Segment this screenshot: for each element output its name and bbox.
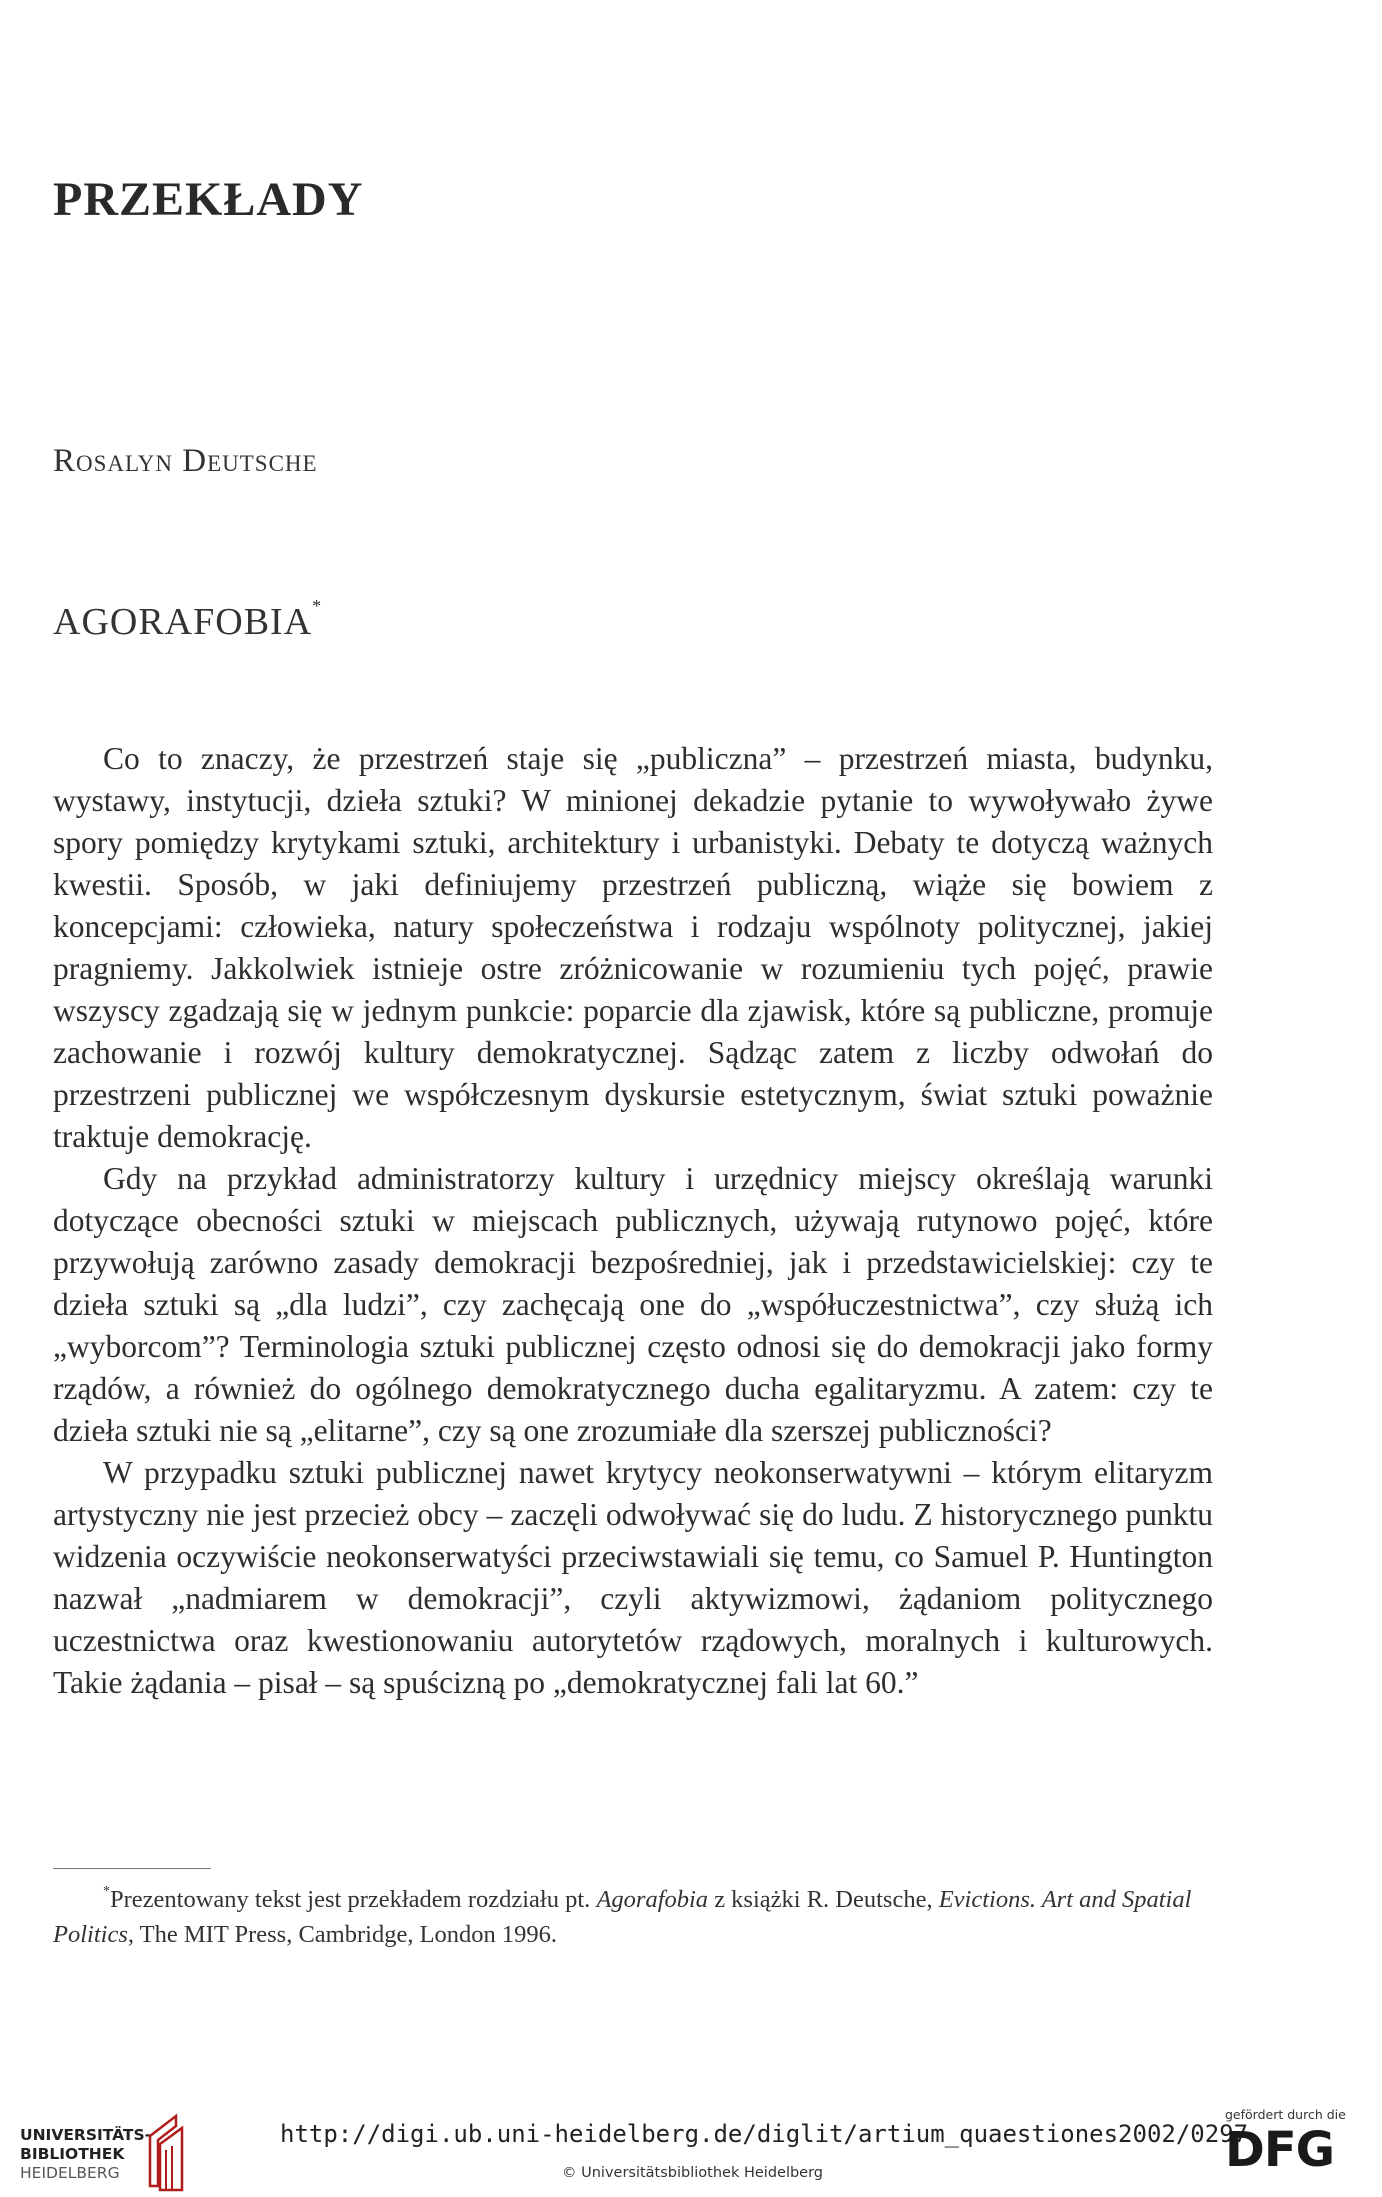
footnote-text-before: Prezentowany tekst jest przekładem rozdziału pt. (110, 1886, 597, 1914)
footnote-mark: * (103, 1884, 110, 1899)
section-heading: PRZEKŁADY (53, 173, 364, 226)
source-url-link[interactable]: http://digi.ub.uni-heidelberg.de/diglit/artium_quaestiones2002/0297 (280, 2120, 1249, 2148)
digitization-footer (0, 2090, 1382, 2197)
paragraph: Co to znaczy, że przestrzeń staje się „publiczna” – przestrzeń miasta, budynku, wystawy, instytucji, dzieła sztuki? W minionej dekadzie pytanie to wywoływało żywe spory pomiędzy krytykami sztuki, architektury i urbanistyki. Debaty te dotyczą ważnych kwestii. Sposób, w jaki definiujemy przestrzeń publiczną, wiąże się bowiem z koncepcjami: człowieka, natury społeczeństwa i rodzaju wspólnoty politycznej, jakiej pragniemy. Jakkolwiek istnieje ostre zróżnicowanie w rozumieniu tych pojęć, prawie wszyscy zgadzają się w jednym punkcie: poparcie dla zjawisk, które są publiczne, promuje zachowanie i rozwój kultury demokratycznej. Sądząc zatem z liczby odwołań do przestrzeni publicznej we współczesnym dyskursie estetycznym, świat sztuki poważnie traktuje demokrację. (53, 741, 1213, 1154)
footnote (53, 1877, 1213, 1952)
library-emblem-icon (146, 2106, 186, 2192)
paragraph: Gdy na przykład administratorzy kultury i urzędnicy miejscy określają warunki dotyczące obecności sztuki w miejscach publicznych, używają rutynowo pojęć, które przywołują zarówno zasady demokracji bezpośredniej, jak i przedstawicielskiej: czy te dzieła sztuki są „dla ludzi”, czy zachęcają one do „współuczestnictwa”, czy służą ich „wyborcom”? Terminologia sztuki publicznej często odnosi się do demokracji jako formy rządów, a również do ogólnego demokratycznego ducha egalitaryzmu. A zatem: czy te dzieła sztuki nie są „elitarne”, czy są one zrozumiałe dla szerszej publiczności? (53, 1161, 1213, 1448)
article-title (53, 596, 323, 644)
funding-label: gefördert durch die (1225, 2107, 1346, 2122)
footnote-text-middle: z książki R. Deutsche, (708, 1886, 939, 1914)
article-title-text: AGORAFOBIA (53, 601, 313, 643)
library-line-1: UNIVERSITÄTS- (20, 2126, 152, 2144)
library-line-2: BIBLIOTHEK (20, 2145, 125, 2163)
author-name: Rosalyn Deutsche (53, 443, 318, 479)
title-footnote-mark: * (312, 596, 323, 617)
article-body (53, 738, 1213, 1704)
library-logo (20, 2126, 151, 2183)
paragraph: W przypadku sztuki publicznej nawet krytycy neokonserwatywni – którym elitaryzm artystyczny nie jest przecież obcy – zaczęli odwoływać się do ludu. Z historycznego punktu widzenia oczywiście neokonserwatyści przeciwstawiali się temu, co Samuel P. Huntington nazwał „nadmiarem w demokracji”, czyli aktywizmowi, żądaniom politycznego uczestnictwa oraz kwestionowaniu autorytetów rządowych, moralnych i kulturowych. Takie żądania – pisał – są spuścizną po „demokratycznej fali lat 60.” (53, 1455, 1213, 1700)
footnote-divider (53, 1868, 211, 1869)
footnote-italic-book: Evictions. Art and Spatial Politics (53, 1886, 1192, 1949)
library-line-3: HEIDELBERG (20, 2164, 120, 2182)
dfg-logo: DFG (1225, 2122, 1335, 2178)
footnote-text-after: , The MIT Press, Cambridge, London 1996. (127, 1921, 558, 1949)
copyright-notice: © Universitätsbibliothek Heidelberg (562, 2165, 824, 2181)
footnote-italic-title: Agorafobia (596, 1886, 709, 1914)
